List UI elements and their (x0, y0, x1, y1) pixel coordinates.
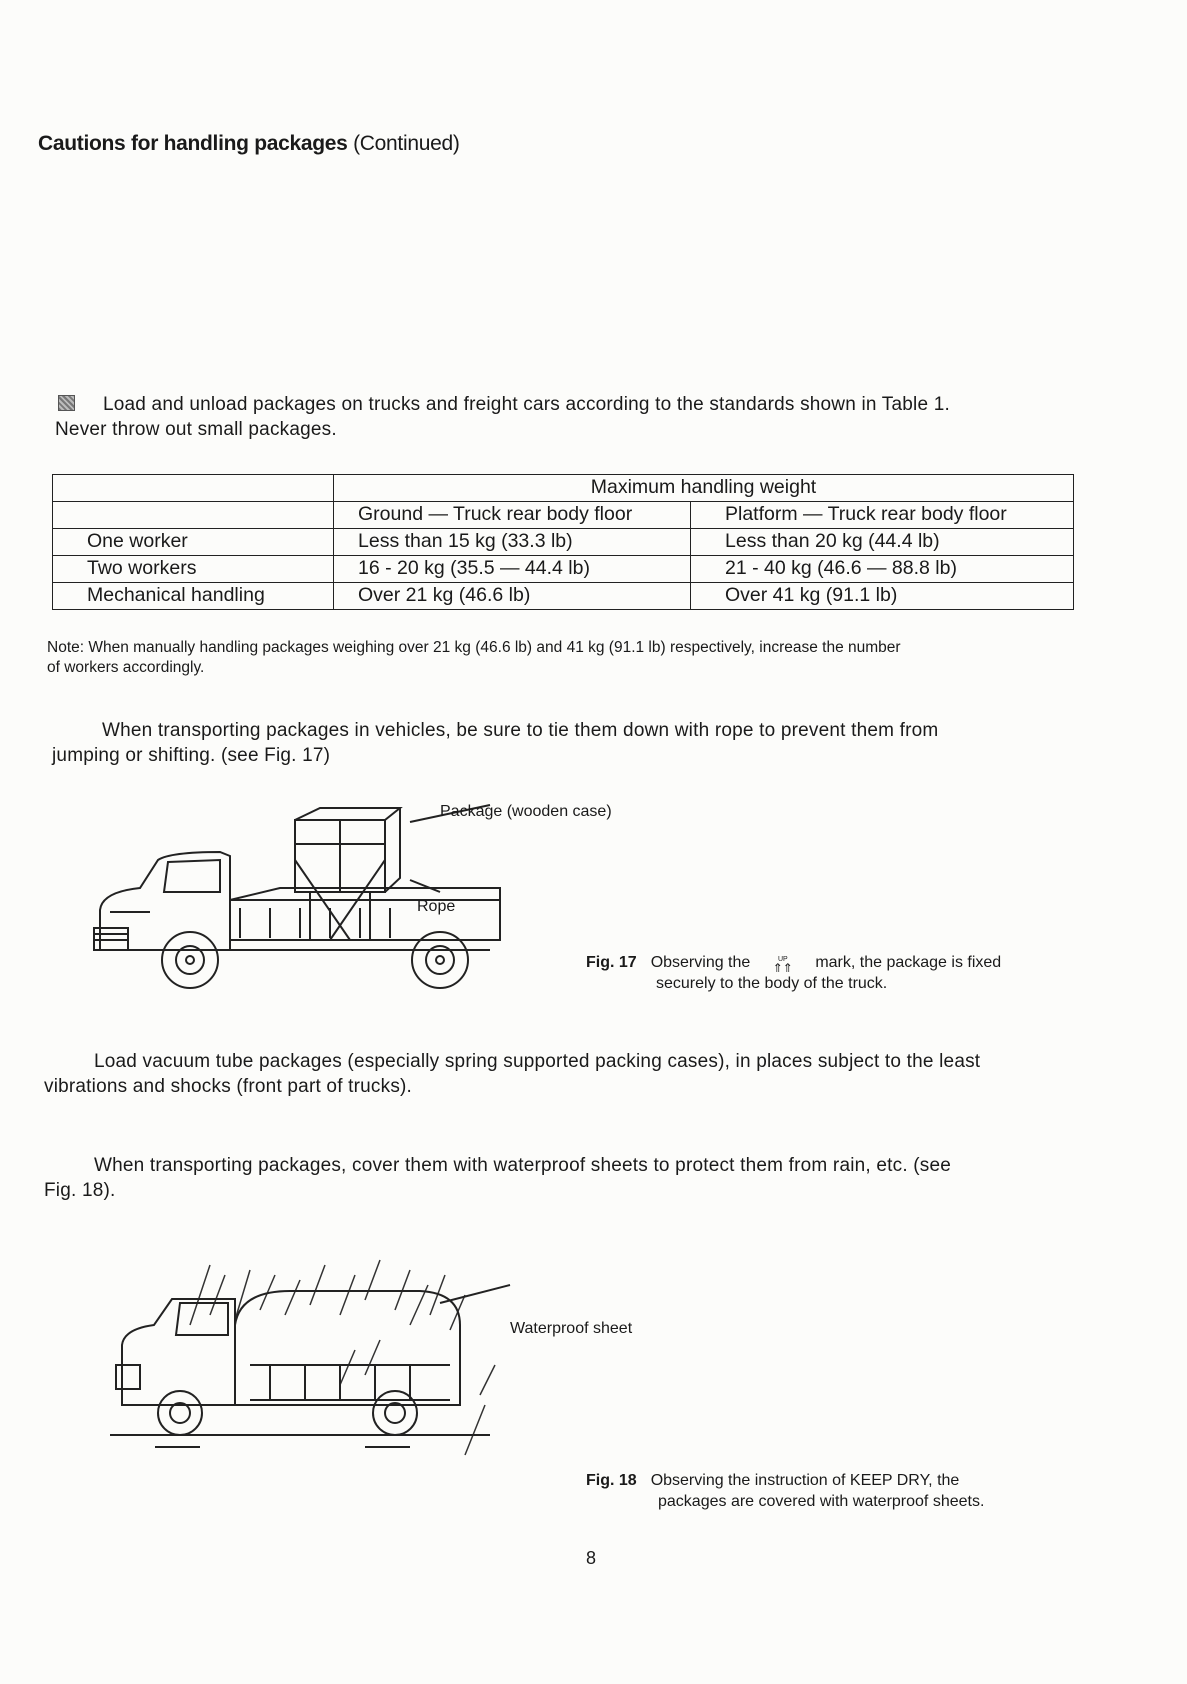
waterproof-cover-paragraph: When transporting packages, cover them with waterproof sheets to protect them from rain, etc. (see Fig. 18). (44, 1155, 952, 1201)
table-row (53, 529, 1074, 556)
table-note: Note: When manually handling packages weighing over 21 kg (46.6 lb) and 41 kg (91.1 lb) respectively, increase the number of workers accordingly. (47, 639, 901, 676)
table-corner-cell (53, 502, 334, 529)
table-cell: Less than 15 kg (33.3 lb) (334, 529, 691, 556)
vacuum-tube-paragraph: Load vacuum tube packages (especially spring supported packing cases), in places subject to the least vibrations and shocks (front part of trucks). (44, 1051, 981, 1097)
fig17-caption: Fig. 17 Observing the UP ⇑⇑ mark, the package is fixed securely to the body of the truck. (586, 954, 1002, 992)
page-title: Cautions for handling packages (Continued) (38, 132, 460, 155)
table-col-header: Platform — Truck rear body floor (691, 502, 1074, 529)
handling-weight-table (52, 474, 1074, 610)
table-row (53, 556, 1074, 583)
table-cell: Over 41 kg (91.1 lb) (691, 583, 1074, 610)
table-row (53, 583, 1074, 610)
covered-truck-illustration (110, 1255, 530, 1470)
table-subheader-row (53, 502, 1074, 529)
waterproof-sheet-label: Waterproof sheet (510, 1320, 633, 1337)
up-arrow-mark-icon: UP ⇑⇑ (772, 955, 793, 975)
table-corner-cell (53, 475, 334, 502)
table-row-label: Two workers (53, 556, 334, 583)
fig18-caption: Fig. 18 Observing the instruction of KEEP DRY, the packages are covered with waterproof sheets. (586, 1472, 985, 1510)
page-number: 8 (586, 1548, 597, 1568)
table-cell: 16 - 20 kg (35.5 — 44.4 lb) (334, 556, 691, 583)
fig17-label: Fig. 17 (586, 954, 637, 971)
table-group-header: Maximum handling weight (334, 475, 1074, 502)
table-cell: Less than 20 kg (44.4 lb) (691, 529, 1074, 556)
intro-paragraph: Load and unload packages on trucks and freight cars according to the standards shown in Table 1. Never throw out small packages. (55, 394, 950, 440)
table-col-header: Ground — Truck rear body floor (334, 502, 691, 529)
table-row-label: One worker (53, 529, 334, 556)
package-label: Package (wooden case) (440, 803, 612, 820)
table-row-label: Mechanical handling (53, 583, 334, 610)
tie-down-paragraph: When transporting packages in vehicles, be sure to tie them down with rope to prevent them from jumping or shifting. (see Fig. 17) (52, 720, 939, 766)
table-cell: 21 - 40 kg (46.6 — 88.8 lb) (691, 556, 1074, 583)
table-cell: Over 21 kg (46.6 lb) (334, 583, 691, 610)
table-header-row (53, 475, 1074, 502)
fig18-label: Fig. 18 (586, 1472, 637, 1489)
filled-square-bullet-icon (58, 395, 75, 411)
rope-label: Rope (417, 898, 456, 915)
